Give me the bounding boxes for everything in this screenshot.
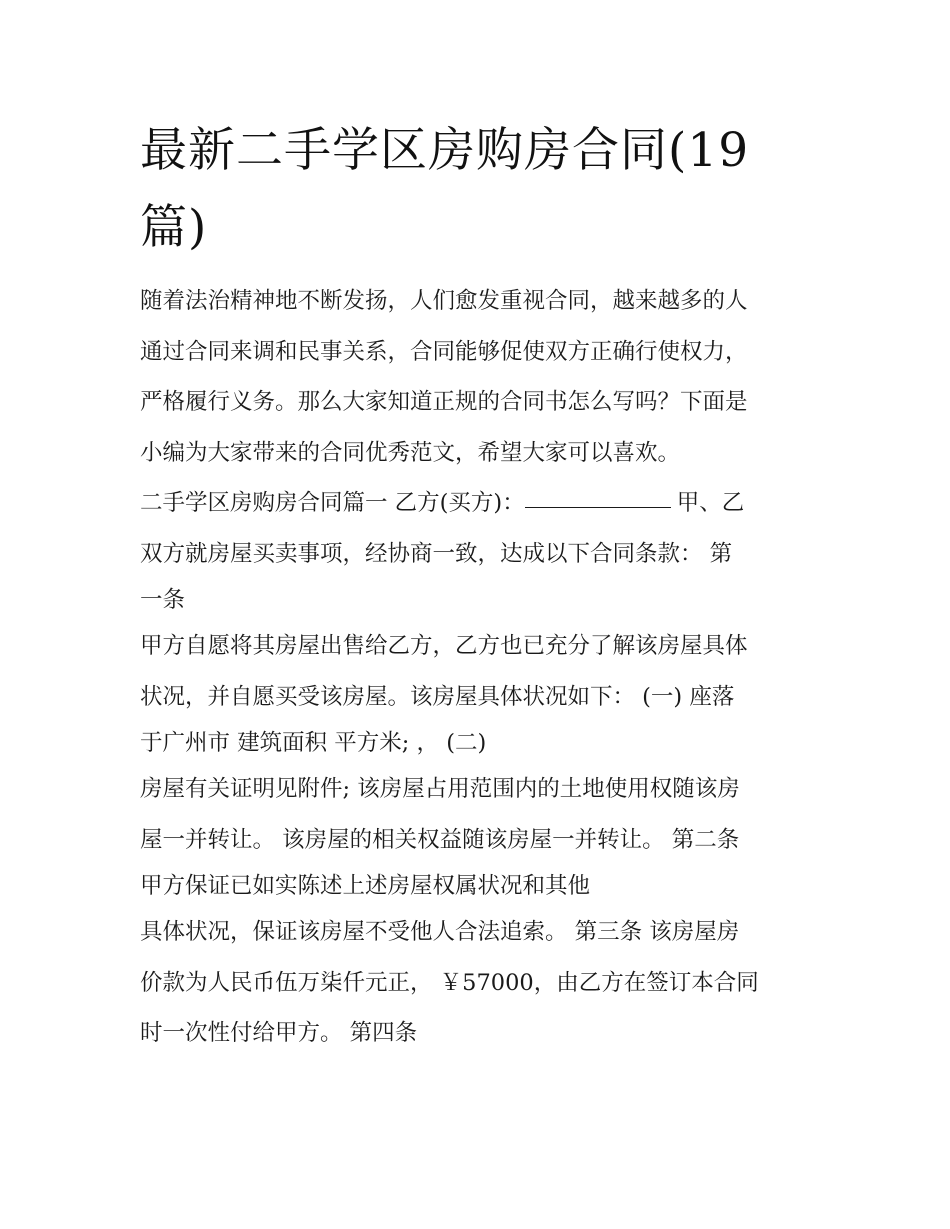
body-line: 通过合同来调和民事关系，合同能够促使双方正确行使权力， xyxy=(140,338,748,365)
body-line: 甲方自愿将其房屋出售给乙方，乙方也已充分了解该房屋具体 xyxy=(140,633,748,659)
title-line-2: 篇) xyxy=(140,200,208,255)
body-line: 具体状况，保证该房屋不受他人合法追索。 第三条 该房屋房 xyxy=(140,919,740,945)
body-line: 甲方保证已如实陈述上述房屋权属状况和其他 xyxy=(140,873,591,899)
body-line: 屋一并转让。 该房屋的相关权益随该房屋一并转让。 第二条 xyxy=(140,826,740,853)
document-title xyxy=(140,112,820,266)
body-line: 状况，并自愿买受该房屋。该房屋具体状况如下： (一) 座落 xyxy=(140,683,735,710)
body-line-with-blank xyxy=(140,478,820,529)
body-line: 价款为人民币伍万柒仟元正， ￥57000，由乙方在签订本合同 xyxy=(140,969,759,996)
body-line: 小编为大家带来的合同优秀范文，希望大家可以喜欢。 xyxy=(140,439,681,466)
buyer-label-tail: 甲、乙 xyxy=(676,490,745,516)
body-line: 双方就房屋买卖事项，经协商一致，达成以下合同条款： 第 xyxy=(140,540,733,567)
body-line: 房屋有关证明见附件; 该房屋占用范围内的土地使用权随该房 xyxy=(140,776,740,802)
body-line: 一条 xyxy=(140,587,186,613)
buyer-fill-in-blank xyxy=(525,506,671,508)
body-line: 时一次性付给甲方。 第四条 xyxy=(140,1020,418,1046)
body-line: 于广州市 建筑面积 平方米; ， (二) xyxy=(140,730,487,756)
body-line: 随着法治精神地不断发扬，人们愈发重视合同，越来越多的人 xyxy=(140,288,748,314)
buyer-label: 二手学区房购房合同篇一 乙方(买方)： xyxy=(140,490,525,516)
document-body xyxy=(140,276,820,1059)
title-line-1: 最新二手学区房购房合同(19 xyxy=(140,123,750,178)
body-line: 严格履行义务。那么大家知道正规的合同书怎么写吗？下面是 xyxy=(140,389,748,415)
